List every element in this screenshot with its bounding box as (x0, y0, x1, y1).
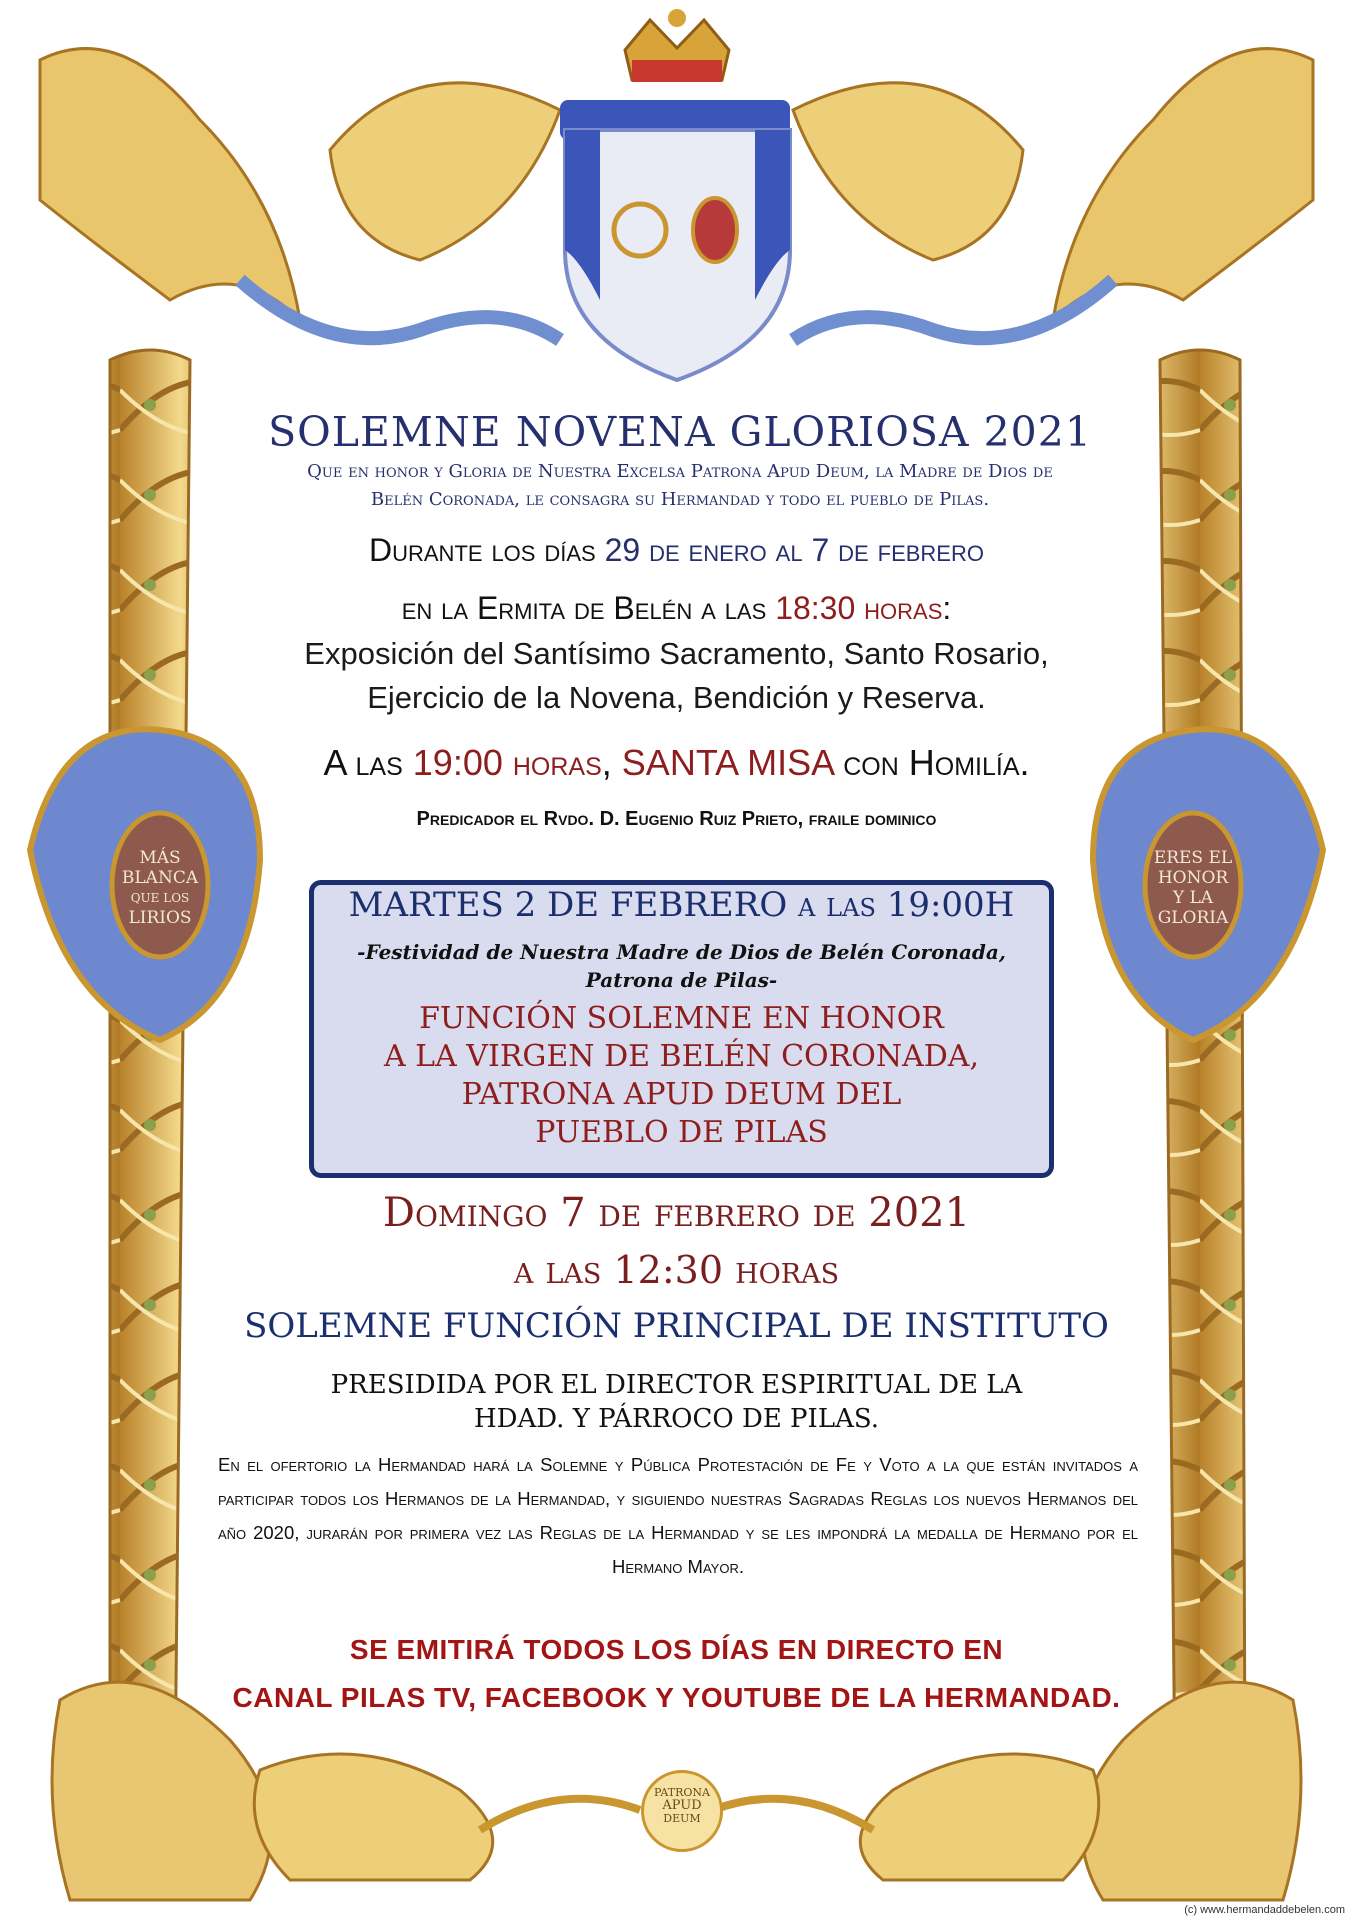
broadcast-line-1: SE EMITIRÁ TODOS LOS DÍAS EN DIRECTO EN (349, 1634, 1004, 1665)
novena-dates-text: Durante los días (369, 532, 605, 568)
festivity-function (309, 1000, 1054, 1152)
right-cartouche-line-3: Y LA (1172, 888, 1214, 908)
seal-line-3: DEUM (663, 1812, 701, 1825)
preacher: Predicador el Rvdo. D. Eugenio Ruiz Prieto, fraile dominico (416, 808, 937, 830)
mass-line (150, 742, 1203, 784)
right-cartouche-line-1: ERES EL (1153, 848, 1233, 868)
novena-time: 18:30 horas (775, 590, 943, 626)
function-line-3: PATRONA APUD DEUM DEL (461, 1077, 902, 1112)
left-cartouche-line-4: LIRIOS (128, 908, 192, 928)
festivity-time: a las 19:00H (787, 885, 1015, 925)
festivity-description (309, 938, 1054, 994)
mass-suffix: con Homilía. (833, 742, 1030, 783)
right-cartouche-line-4: GLORIA (1157, 908, 1229, 928)
dedication-line-2: Belén Coronada, le consagra su Hermandad y todo el pueblo de Pilas. (370, 489, 990, 510)
novena-program (150, 632, 1203, 720)
page-title: SOLEMNE NOVENA GLORIOSA 2021 (268, 408, 1092, 456)
mass-comma: , (601, 742, 622, 783)
festivity-line-2: Patrona de Pilas- (585, 968, 778, 992)
dedication-line-1: Que en honor y Gloria de Nuestra Excelsa Patrona Apud Deum, la Madre de Dios de (307, 461, 1053, 482)
novena-start-day: 29 (604, 532, 641, 568)
left-cartouche-line-3: QUE LOS (130, 891, 190, 905)
novena-start-month: de enero al (640, 532, 812, 568)
sunday-time: a las 12:30 horas (513, 1248, 840, 1292)
seal-line-2: APUD (662, 1798, 702, 1813)
right-cartouche-text (1145, 848, 1241, 928)
novena-place: en la Ermita de Belén a las (401, 590, 776, 626)
presided-line-1: PRESIDIDA POR EL DIRECTOR ESPIRITUAL DE LA (330, 1370, 1023, 1400)
novena-end-month: de febrero (829, 532, 984, 568)
sunday-title: SOLEMNE FUNCIÓN PRINCIPAL DE INSTITUTO (244, 1306, 1109, 1346)
sunday-date: Domingo 7 de febrero de 2021 (382, 1190, 971, 1236)
coat-of-arms (240, 9, 1113, 380)
festivity-heading (309, 885, 1054, 925)
sunday-presided (260, 1368, 1093, 1436)
broadcast-line-2: CANAL PILAS TV, FACEBOOK Y YOUTUBE DE LA HERMANDAD. (232, 1682, 1121, 1713)
mass-prefix: A las (323, 742, 413, 783)
novena-end-day: 7 (811, 532, 830, 568)
function-line-4: PUEBLO DE PILAS (535, 1115, 828, 1150)
presided-line-2: HDAD. Y PÁRROCO DE PILAS. (473, 1404, 880, 1434)
right-cartouche-line-2: HONOR (1157, 868, 1229, 888)
novena-program-line-2: Ejercicio de la Novena, Bendición y Reserva. (367, 680, 986, 715)
offertory-paragraph: En el ofertorio la Hermandad hará la Solemne y Pública Protestación de Fe y Voto a la que están invitados a participar todos los Hermanos de la Hermandad, y siguiendo nuestras Sagradas Reglas los nuevos Hermanos del año 2020, jurarán por primera vez las Reglas de la Hermandad y se les impondrá la medalla de Hermano por el Hermano Mayor. (218, 1454, 1138, 1577)
dedication (215, 458, 1145, 514)
function-line-2: A LA VIRGEN DE BELÉN CORONADA, (383, 1039, 980, 1074)
left-cartouche-text (112, 848, 208, 928)
novena-program-line-1: Exposición del Santísimo Sacramento, Santo Rosario, (304, 636, 1049, 671)
novena-place-time (150, 590, 1203, 627)
left-cartouche-line-1: MÁS (139, 848, 181, 868)
seal-line-1: PATRONA (654, 1786, 710, 1799)
novena-colon: : (942, 590, 952, 626)
mass-label: SANTA MISA (621, 742, 834, 783)
left-cartouche-line-2: BLANCA (121, 868, 199, 888)
festivity-line-1: -Festividad de Nuestra Madre de Dios de Belén Coronada, (357, 940, 1006, 964)
festivity-date: MARTES 2 DE FEBRERO (348, 885, 788, 925)
patrona-seal-text (641, 1786, 723, 1825)
mass-time: 19:00 horas (412, 742, 602, 783)
copyright-notice: (c) www.hermandaddebelen.com (1184, 1904, 1345, 1916)
novena-dates (150, 532, 1203, 569)
function-line-1: FUNCIÓN SOLEMNE EN HONOR (419, 1001, 944, 1036)
